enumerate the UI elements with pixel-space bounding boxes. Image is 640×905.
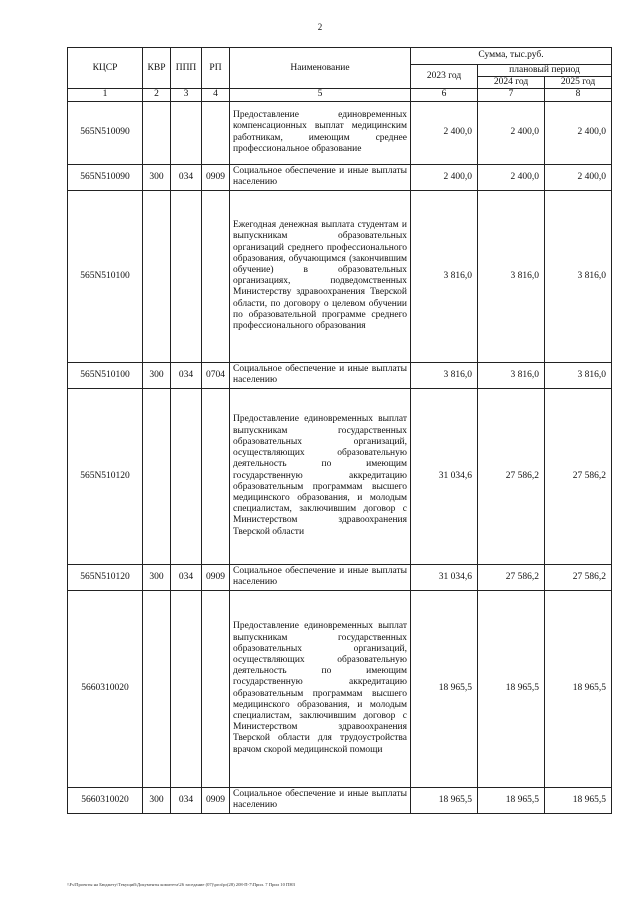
table-row xyxy=(68,190,612,362)
amount-2025-cell: 18 965,5 xyxy=(545,787,612,813)
budget-table xyxy=(67,47,612,814)
amount-2024-cell: 3 816,0 xyxy=(478,362,545,388)
col-number: 7 xyxy=(478,89,545,101)
kcsr-cell: 565N510090 xyxy=(68,164,143,190)
header-sum: Сумма, тыс.руб. xyxy=(411,48,612,65)
kvr-cell: 300 xyxy=(143,787,171,813)
ppp-cell: 034 xyxy=(171,164,202,190)
header-name: Наименование xyxy=(230,48,411,89)
rp-cell xyxy=(202,101,230,164)
amount-2025-cell: 2 400,0 xyxy=(545,101,612,164)
amount-2024-cell: 18 965,5 xyxy=(478,787,545,813)
table-row xyxy=(68,101,612,164)
col-number: 4 xyxy=(202,89,230,101)
kvr-cell xyxy=(143,388,171,564)
col-number: 6 xyxy=(411,89,478,101)
rp-cell: 0909 xyxy=(202,564,230,590)
col-number: 3 xyxy=(171,89,202,101)
name-cell: Социальное обеспечение и иные выплаты населению xyxy=(230,164,411,190)
amount-2024-cell: 18 965,5 xyxy=(478,590,545,787)
header-ppp: ППП xyxy=(171,48,202,89)
amount-2023-cell: 31 034,6 xyxy=(411,388,478,564)
rp-cell xyxy=(202,190,230,362)
kcsr-cell: 565N510100 xyxy=(68,190,143,362)
table-row xyxy=(68,787,612,813)
amount-2024-cell: 27 586,2 xyxy=(478,564,545,590)
kvr-cell xyxy=(143,101,171,164)
amount-2023-cell: 31 034,6 xyxy=(411,564,478,590)
kvr-cell xyxy=(143,190,171,362)
page-number: 2 xyxy=(317,22,323,32)
ppp-cell: 034 xyxy=(171,362,202,388)
header-kcsr: КЦСР xyxy=(68,48,143,89)
col-number: 1 xyxy=(68,89,143,101)
amount-2025-cell: 27 586,2 xyxy=(545,564,612,590)
table-row xyxy=(68,388,612,564)
table-row xyxy=(68,564,612,590)
col-number: 5 xyxy=(230,89,411,101)
kvr-cell xyxy=(143,590,171,787)
name-cell: Предоставление единовременных выплат выпускникам государственных образовательных организаций, осуществляющих образовательную деятельность по имеющим государственную аккредитацию образовательным программам высшего медицинского образования, и молодым специалистам, заключившим договор с Министерством здравоохранения Тверской области xyxy=(230,388,411,564)
header-year-2025: 2025 год xyxy=(545,77,612,89)
kcsr-cell: 565N510090 xyxy=(68,101,143,164)
amount-2025-cell: 27 586,2 xyxy=(545,388,612,564)
amount-2023-cell: 18 965,5 xyxy=(411,787,478,813)
header-year-2023: 2023 год xyxy=(411,65,478,89)
name-cell: Ежегодная денежная выплата студентам и выпускникам образовательных организаций среднего профессионального образования, обучающимся (закончившим обучение) в образовательных организациях, подведомственных Министерству здравоохранения Тверской области, по договору о целевом обучении по образовательной программе среднего профессионального образования xyxy=(230,190,411,362)
table-row xyxy=(68,590,612,787)
name-cell: Социальное обеспечение и иные выплаты населению xyxy=(230,787,411,813)
amount-2023-cell: 3 816,0 xyxy=(411,190,478,362)
header-rp: РП xyxy=(202,48,230,89)
kcsr-cell: 5660310020 xyxy=(68,787,143,813)
kcsr-cell: 565N510100 xyxy=(68,362,143,388)
ppp-cell xyxy=(171,190,202,362)
header-year-2024: 2024 год xyxy=(478,77,545,89)
amount-2025-cell: 2 400,0 xyxy=(545,164,612,190)
kvr-cell: 300 xyxy=(143,362,171,388)
col-number: 2 xyxy=(143,89,171,101)
ppp-cell: 034 xyxy=(171,787,202,813)
ppp-cell xyxy=(171,388,202,564)
column-numbers-row xyxy=(68,89,612,101)
kcsr-cell: 5660310020 xyxy=(68,590,143,787)
amount-2023-cell: 3 816,0 xyxy=(411,362,478,388)
table-row xyxy=(68,164,612,190)
amount-2023-cell: 2 400,0 xyxy=(411,101,478,164)
header-kvr: КВР xyxy=(143,48,171,89)
ppp-cell: 034 xyxy=(171,564,202,590)
amount-2024-cell: 2 400,0 xyxy=(478,164,545,190)
amount-2024-cell: 3 816,0 xyxy=(478,190,545,362)
rp-cell: 0704 xyxy=(202,362,230,388)
amount-2025-cell: 3 816,0 xyxy=(545,190,612,362)
kcsr-cell: 565N510120 xyxy=(68,388,143,564)
kcsr-cell: 565N510120 xyxy=(68,564,143,590)
name-cell: Предоставление единовременных выплат выпускникам государственных образовательных организаций, осуществляющих образовательную деятельность по имеющим государственную аккредитацию образовательным программам высшего медицинского образования, и молодым специалистам, заключившим договор с Министерством здравоохранения Тверской области для трудоустройства врачом скорой медицинской помощи xyxy=(230,590,411,787)
amount-2025-cell: 3 816,0 xyxy=(545,362,612,388)
name-cell: Предоставление единовременных компенсационных выплат медицинским работникам, имеющим среднее профессиональное образование xyxy=(230,101,411,164)
col-number: 8 xyxy=(545,89,612,101)
amount-2025-cell: 18 965,5 xyxy=(545,590,612,787)
name-cell: Социальное обеспечение и иные выплаты населению xyxy=(230,362,411,388)
table-header xyxy=(68,48,612,102)
amount-2023-cell: 18 965,5 xyxy=(411,590,478,787)
file-path-footer: \\Fs\Проекты на Бюджету\Текущий\Документы комитета\26 заседание (07)\prot\pr(28) 208-П-7\Прил. 7 Прил 10 ПНЗ xyxy=(67,882,295,887)
ppp-cell xyxy=(171,101,202,164)
table-row xyxy=(68,362,612,388)
table-body xyxy=(68,101,612,813)
amount-2024-cell: 27 586,2 xyxy=(478,388,545,564)
rp-cell xyxy=(202,388,230,564)
name-cell: Социальное обеспечение и иные выплаты населению xyxy=(230,564,411,590)
kvr-cell: 300 xyxy=(143,564,171,590)
ppp-cell xyxy=(171,590,202,787)
amount-2023-cell: 2 400,0 xyxy=(411,164,478,190)
kvr-cell: 300 xyxy=(143,164,171,190)
rp-cell: 0909 xyxy=(202,787,230,813)
header-plan-period: плановый период xyxy=(478,65,612,77)
rp-cell: 0909 xyxy=(202,164,230,190)
rp-cell xyxy=(202,590,230,787)
amount-2024-cell: 2 400,0 xyxy=(478,101,545,164)
